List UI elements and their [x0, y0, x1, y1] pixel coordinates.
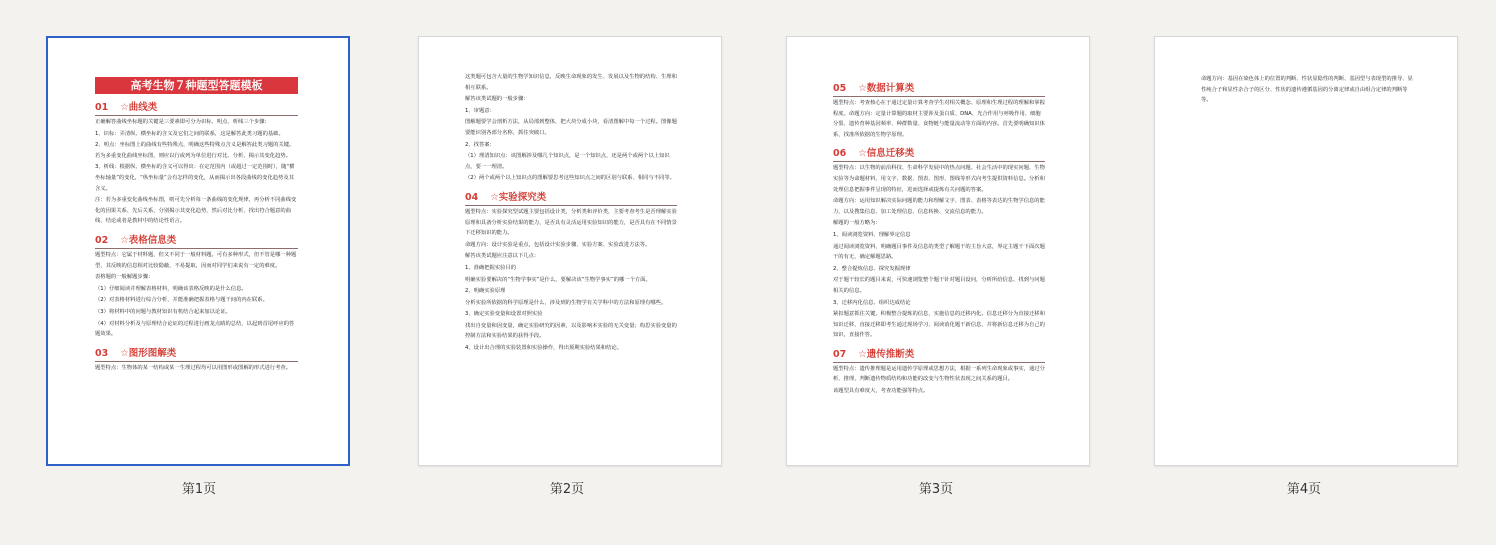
- section-number: 01: [95, 102, 109, 113]
- page-content: [833, 75, 1045, 397]
- section-title: ☆表格信息类: [120, 234, 177, 246]
- page-thumbnail-3[interactable]: [786, 36, 1090, 466]
- page-label-4[interactable]: 第4页: [1286, 482, 1322, 497]
- paragraph: 命题方向：基因在染色体上的位置的判断、性状显隐性的判断、基因型与表现型的推导、显性纯合子和显性杂合子的区分、性状的遗传遵循基因的分离定律或自由组合定律的判断等等。: [1201, 76, 1413, 104]
- page-label-1[interactable]: 第1页: [181, 482, 217, 497]
- page-thumbnail-1[interactable]: [46, 36, 350, 466]
- paragraph: 1、准确把握实验目的: [465, 264, 517, 271]
- page-content: [465, 71, 677, 354]
- paragraph: 注：若为多重变化曲线坐标图，则可先分析每一条曲线的变化规律，再分析不同曲线变化的因果关系、先后关系，分别揭示其变化趋势，然后对比分析，找出符合题意的曲线、结论或者是教材中的结论性语言。: [95, 197, 297, 225]
- document-title: 高考生物７种题型答题模板: [95, 77, 298, 94]
- section-heading: [95, 232, 298, 249]
- paragraph: 明确实验要解决的“生物学事实”是什么，要解决该“生物学事实”的哪一个方面。: [465, 276, 651, 283]
- section-title: ☆实验探究类: [490, 191, 547, 203]
- paragraph: 紧扣题意抓住关键，积极整合提炼的信息，实施信息的迁移内化。信息迁移分为直接迁移和知识迁移，直接迁移即考生通过现场学习、阅读消化题干新信息，并将新信息迁移为自己的知识，直接作答。: [833, 311, 1045, 339]
- section-number: 05: [833, 83, 847, 94]
- paragraph: 命题方向：设计实验是重点，包括设计实验步骤、实验方案、实验改进方法等。: [465, 241, 651, 248]
- section-title: ☆图形图解类: [120, 347, 177, 359]
- paragraph: 正确解答曲线坐标题的关键是三要素即可分为识标、明点、析线三个步骤：: [95, 119, 270, 125]
- paragraph: 3、析线：根据纵、横坐标的含义可以得出：在定范围内（或超过一定范围时），随“横坐标轴量”的变化，“纵坐标量”会有怎样的变化，从而揭示出各段曲线的变化趋势及其含义。: [95, 164, 295, 192]
- paragraph: 题型特点：以生物的前沿科技、生命科学发展中的热点问题、社会生活中的现实问题、生物实验等为命题材料，用文字、数据、图表、图形、图线等形式向考生提供资料信息。分析和处理信息把握事件呈现的特征，进而选择或提炼有关问题的答案。: [833, 165, 1045, 193]
- paragraph: 题型特点：它属于材料题，但又不同于一般材料题。可有多种形式，但不管是哪一种题型，其反映的信息相对比较隐蔽，不易提取，因而对同学们来说有一定的难度。: [95, 251, 297, 269]
- section-title: ☆信息迁移类: [858, 148, 915, 160]
- section-number: 06: [833, 148, 847, 160]
- paragraph: 该题型具有难度大，考查功能强等特点。: [833, 388, 929, 395]
- page-content: [95, 74, 298, 373]
- page-thumbnail-2[interactable]: [418, 36, 722, 466]
- section-title: ☆遗传推断类: [858, 348, 915, 360]
- section-heading: [465, 189, 677, 206]
- paragraph: 4、设计出合理的实验装置和实验操作，得出预期实验结果和结论。: [465, 345, 622, 352]
- section-heading: [95, 345, 298, 362]
- paragraph: 分析实验所依据的科学原理是什么，涉及到的生物学有关学科中的方法和原理有哪些。: [465, 299, 667, 306]
- paragraph: 命题方向：运用知识解决实际问题的能力和理解文字、图表、表格等表达的生物学信息的能力，以及搜集信息、加工处理信息、信息转换、交流信息的能力。: [833, 198, 1045, 215]
- paragraph: 表格题的一般解题步骤：: [95, 274, 154, 281]
- section-number: 07: [833, 348, 847, 360]
- paragraph: 3、确定实验变量和设置对照实验: [465, 311, 543, 318]
- section-heading: [95, 99, 298, 116]
- paragraph: （1）理清知识点：该图解涉及哪几个知识点，是一个知识点，还是两个或两个以上知识点，要一一理清。: [465, 153, 670, 170]
- paragraph: 2、明点：坐标图上的曲线有些特殊点，明确这些特殊点含义是解答此类习题的关键。若为多重变化曲线坐标图，则应以行或列为单位进行对比、分析，揭示其变化趋势。: [95, 142, 295, 159]
- section-number: 04: [465, 191, 479, 203]
- paragraph: 1、阅读浏览资料、理解界定信息: [833, 231, 911, 238]
- paragraph: 图解题要学会剖析方法，从局部到整体，把大块分成小块，看清图解中每一个过程。图像题要能识别各部分名称，抓住突破口。: [465, 119, 677, 136]
- page-thumbnail-4[interactable]: [1154, 36, 1458, 466]
- page-content: [1201, 73, 1413, 106]
- paragraph: 1、识标：弄清纵、横坐标的含义及它们之间的联系，这是解答此类习题的基础。: [95, 130, 284, 137]
- paragraph: 2、明确实验原理: [465, 288, 506, 295]
- paragraph: （2）两个或两个以上知识点的图解要思考这些知识点之间的区别与联系、相同与不同等。: [465, 175, 675, 182]
- paragraph: 2、整合提炼信息、探究发掘规律: [833, 265, 911, 272]
- section-number: 03: [95, 347, 109, 359]
- paragraph: 3、迁移内化信息、组织达成结论: [833, 299, 911, 306]
- paragraph: 题型特点：实验探究型试题主要包括设计类，分析类和评价类，主要考查考生是否理解实验原理和具备分析实验结果的能力，是否具有灵活运用实验知识的能力，是否具有在不同情景下迁移知识的能力。: [465, 208, 677, 237]
- paragraph: 这类题可包含大量的生物学知识信息，反映生命现象的发生、发展以及生物的结构、生理和相互联系。: [465, 74, 677, 91]
- paragraph: 通过阅读浏览资料，明确题目事件及信息的类型了解题干的主旨大意，界定主题干下面次题干的有无，确定解题思路。: [833, 243, 1045, 261]
- paragraph: 对于题干较长的题目来说，可快速浏览整个题干针对题目设问，分析所给信息，找到与问题相关的信息。: [833, 277, 1045, 294]
- section-heading: [833, 346, 1045, 363]
- paragraph: 题型特点：遗传推理题是运用遗传学原理或思想方法，根据一系列生命现象或事实，通过分析、推理，判断遗传物质结构和功能的改变与生物性状表现之间关系的题目。: [833, 365, 1045, 383]
- paragraph: 解答该类试题应注意以下几点：: [465, 253, 540, 260]
- paragraph: （4）对材料分析及与原理结合论证的过程进行画龙点睛的总结，以起到首尾呼应的答题效果。: [95, 320, 295, 338]
- paragraph: 解题的一般方略为：: [833, 220, 881, 227]
- paragraph: （2）对表格材料进行综合分析，并能准确把握表格与题干间的内在联系。: [95, 297, 268, 304]
- paragraph: 题型特点：考查核心在于通过定量计算考查学生对相关概念、原理和生理过程的理解和掌握程度。命题方向：定量计算题的取材主要涉及蛋白质、DNA、光合作用与呼吸作用、细胞分裂、遗传育种基因频率、种群数量、食物链与能量流动等方面的内容。首先要明确知识体系，找准所依据的生物学原理。: [833, 100, 1045, 138]
- section-heading: [833, 145, 1045, 162]
- section-number: 02: [95, 234, 109, 246]
- paragraph: 题型特点：生物体的某一结构或某一生理过程均可以用图形或图解的形式进行考查。: [95, 364, 291, 371]
- paragraph: 解答该类试题的一般步骤：: [465, 96, 529, 103]
- paragraph: （1）仔细阅读并理解表格材料，明确该表格反映的是什么信息。: [95, 285, 247, 292]
- section-heading: [833, 80, 1045, 97]
- section-title: ☆曲线类: [120, 102, 158, 113]
- page-label-3[interactable]: 第3页: [918, 482, 954, 497]
- paragraph: 1、审题意：: [465, 107, 495, 114]
- page-label-2[interactable]: 第2页: [549, 482, 585, 497]
- section-title: ☆数据计算类: [858, 83, 915, 94]
- paragraph: （3）将材料中的问题与教材知识有机结合起来加以论证。: [95, 308, 231, 315]
- paragraph: 找出自变量和因变量，确定实验研究的因素，以及影响本实验的无关变量；构思实验变量的控制方法和实验结果的获得手段。: [465, 322, 677, 340]
- paragraph: 2、找答案：: [465, 141, 495, 148]
